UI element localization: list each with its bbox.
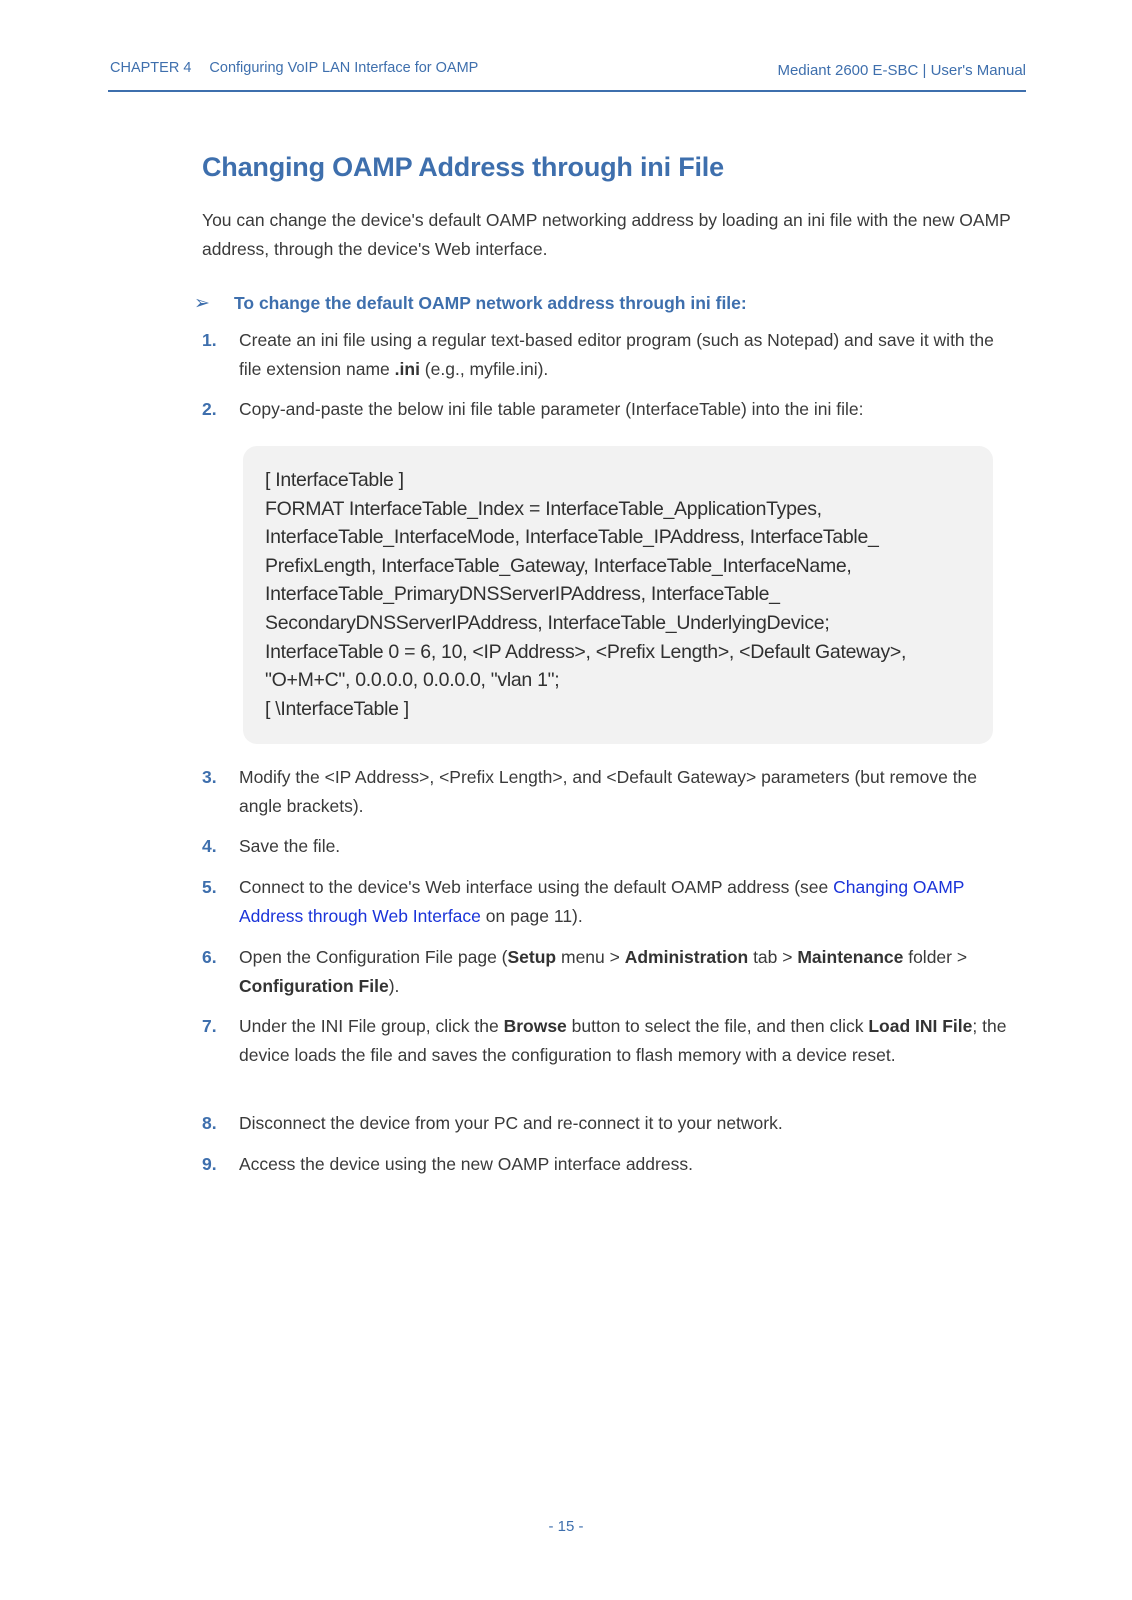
code-line: InterfaceTable 0 = 6, 10, <IP Address>, <Prefix Length>, <Default Gateway>, [265, 640, 907, 663]
code-text [265, 466, 906, 723]
section-intro: You can change the device's default OAMP networking address by loading an ini file with the new OAMP address, through the device's Web interface. [202, 210, 1011, 259]
page-number: - 15 - [548, 1518, 584, 1535]
step-number: 1. [202, 330, 217, 350]
step-number: 9. [202, 1154, 217, 1174]
step-text: Connect to the device's Web interface using the default OAMP address (see Changing OAMP Address through Web Interface on page 11). [239, 877, 965, 926]
step-text: Access the device using the new OAMP interface address. [239, 1154, 693, 1174]
chapter-title: Configuring VoIP LAN Interface for OAMP [209, 60, 479, 76]
chapter-heading [110, 60, 478, 76]
procedure-heading [194, 292, 747, 315]
code-line: SecondaryDNSServerIPAddress, InterfaceTable_UnderlyingDevice; [265, 611, 830, 634]
chapter-number: CHAPTER 4 [110, 60, 192, 76]
step-text: Create an ini file using a regular text-based editor program (such as Notepad) and save it with the file extension name .ini (e.g., myfile.ini). [239, 330, 994, 379]
step-text: Copy-and-paste the below ini file table parameter (InterfaceTable) into the ini file: [239, 399, 864, 419]
code-line: "O+M+C", 0.0.0.0, 0.0.0.0, "vlan 1"; [265, 669, 560, 692]
step-text: Save the file. [239, 836, 341, 856]
step-text: Disconnect the device from your PC and re-connect it to your network. [239, 1113, 783, 1133]
section-title: Changing OAMP Address through ini File [202, 152, 724, 182]
step-number: 8. [202, 1113, 217, 1133]
cross-reference-link[interactable]: Changing OAMP Address through Web Interface [239, 877, 965, 926]
code-line: InterfaceTable_InterfaceMode, InterfaceTable_IPAddress, InterfaceTable_ [265, 526, 879, 549]
arrow-icon: ➢ [194, 293, 210, 314]
step-text: Modify the <IP Address>, <Prefix Length>, and <Default Gateway> parameters (but remove the angle brackets). [239, 767, 978, 816]
procedure-title: To change the default OAMP network address through ini file: [234, 293, 747, 313]
step-number: 4. [202, 836, 217, 856]
code-block [243, 446, 993, 744]
step-number: 5. [202, 877, 217, 897]
code-line: [ \InterfaceTable ] [265, 697, 409, 720]
step-number: 2. [202, 399, 217, 419]
page-header [108, 58, 1026, 92]
code-line: FORMAT InterfaceTable_Index = InterfaceTable_ApplicationTypes, [265, 497, 822, 520]
step-number: 7. [202, 1016, 217, 1036]
step-number: 3. [202, 767, 217, 787]
code-line: InterfaceTable_PrimaryDNSServerIPAddress, InterfaceTable_ [265, 583, 780, 606]
code-line: [ InterfaceTable ] [265, 469, 404, 491]
step-text: Under the INI File group, click the Browse button to select the file, and then click Load INI File; the device loads the file and saves the configuration to flash memory with a device reset. [239, 1016, 1007, 1065]
step-number: 6. [202, 947, 217, 967]
step-text: Open the Configuration File page (Setup menu > Administration tab > Maintenance folder > Configuration File). [239, 947, 968, 996]
code-line: PrefixLength, InterfaceTable_Gateway, InterfaceTable_InterfaceName, [265, 554, 852, 577]
manual-title: Mediant 2600 E-SBC | User's Manual [777, 62, 1026, 79]
